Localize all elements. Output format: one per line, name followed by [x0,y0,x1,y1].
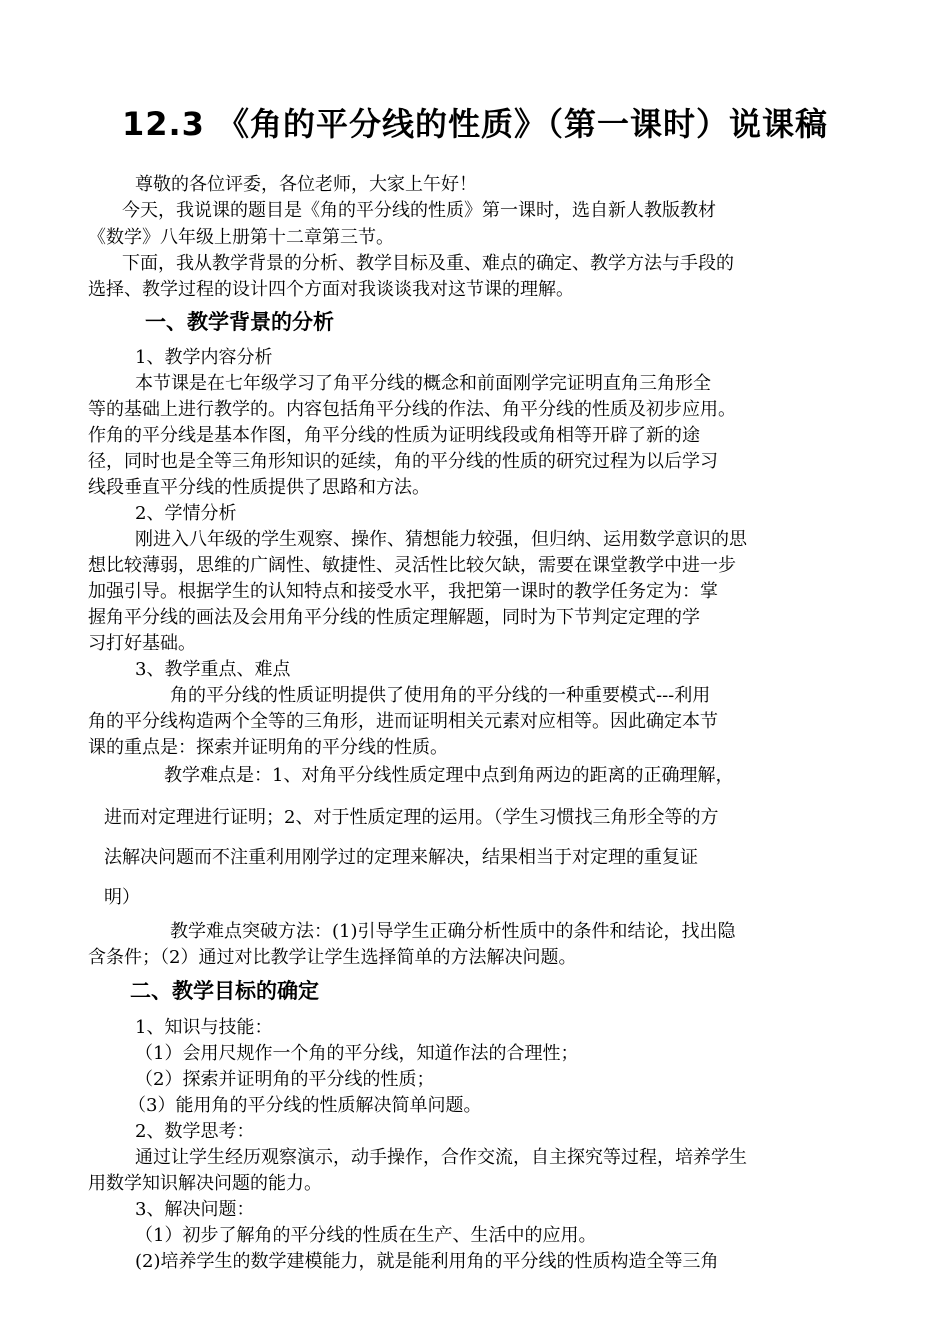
paragraph-line: 含条件；（2）通过对比教学让学生选择简单的方法解决问题。 [88,947,577,968]
paragraph-line: 作角的平分线是基本作图，角平分线的性质为证明线段或角相等开辟了新的途 [88,425,700,446]
subsection-heading: 2、学情分析 [135,503,237,524]
paragraph-line: 握角平分线的画法及会用角平分线的性质定理解题，同时为下节判定定理的学 [88,607,700,628]
intro-line: 今天，我说课的题目是《角的平分线的性质》第一课时，选自新人教版教材 [122,200,716,221]
list-item: (2)培养学生的数学建模能力，就是能利用角的平分线的性质构造全等三角 [135,1251,719,1272]
paragraph-line: 教学难点是：1、对角平分线性质定理中点到角两边的距离的正确理解， [164,765,734,786]
paragraph-line: 刚进入八年级的学生观察、操作、猜想能力较强，但归纳、运用数学意识的思 [135,529,747,550]
paragraph-line: 本节课是在七年级学习了角平分线的概念和前面刚学完证明直角三角形全 [135,373,711,394]
paragraph-line: 等的基础上进行教学的。内容包括角平分线的作法、角平分线的性质及初步应用。 [88,399,736,420]
paragraph-line: 明） [104,887,140,908]
paragraph-line: 径，同时也是全等三角形知识的延续，角的平分线的性质的研究过程为以后学习 [88,451,718,472]
list-item: （1）会用尺规作一个角的平分线，知道作法的合理性； [135,1043,579,1064]
intro-line: 选择、教学过程的设计四个方面对我谈谈我对这节课的理解。 [88,279,574,300]
intro-line: 下面，我从教学背景的分析、教学目标及重、难点的确定、教学方法与手段的 [122,253,734,274]
paragraph-line: 线段垂直平分线的性质提供了思路和方法。 [88,477,430,498]
subsection-heading: 1、知识与技能： [135,1017,273,1038]
paragraph-line: 进而对定理进行证明；2、对于性质定理的运用。（学生习惯找三角形全等的方 [104,807,719,828]
list-item: （1）初步了解角的平分线的性质在生产、生活中的应用。 [135,1225,597,1246]
list-item: （2）探索并证明角的平分线的性质； [135,1069,435,1090]
intro-line: 《数学》八年级上册第十二章第三节。 [88,227,394,248]
paragraph-line: 角的平分线构造两个全等的三角形，进而证明相关元素对应相等。因此确定本节 [88,711,718,732]
paragraph-line: 想比较薄弱，思维的广阔性、敏捷性、灵活性比较欠缺，需要在课堂教学中进一步 [88,555,736,576]
paragraph-line: 教学难点突破方法：(1)引导学生正确分析性质中的条件和结论，找出隐 [170,921,736,942]
paragraph-line: 角的平分线的性质证明提供了使用角的平分线的一种重要模式---利用 [170,685,711,706]
document-title: 12.3 《角的平分线的性质》（第一课时）说课稿 [121,105,829,143]
subsection-heading: 3、解决问题： [135,1199,255,1220]
paragraph-line: 通过让学生经历观察演示，动手操作，合作交流，自主探究等过程，培养学生 [135,1147,747,1168]
paragraph-line: 用数学知识解决问题的能力。 [88,1173,322,1194]
paragraph-line: 加强引导。根据学生的认知特点和接受水平，我把第一课时的教学任务定为：掌 [88,581,718,602]
subsection-heading: 1、教学内容分析 [135,347,273,368]
list-item: （3）能用角的平分线的性质解决简单问题。 [128,1095,482,1116]
section-heading: 二、教学目标的确定 [130,979,319,1003]
section-heading: 一、教学背景的分析 [145,310,334,334]
subsection-heading: 2、数学思考： [135,1121,255,1142]
paragraph-line: 习打好基础。 [88,633,196,654]
paragraph-line: 课的重点是：探索并证明角的平分线的性质。 [88,737,448,758]
paragraph-line: 法解决问题而不注重利用刚学过的定理来解决，结果相当于对定理的重复证 [104,847,698,868]
subsection-heading: 3、教学重点、难点 [135,659,291,680]
greeting-line: 尊敬的各位评委，各位老师，大家上午好！ [135,174,477,195]
